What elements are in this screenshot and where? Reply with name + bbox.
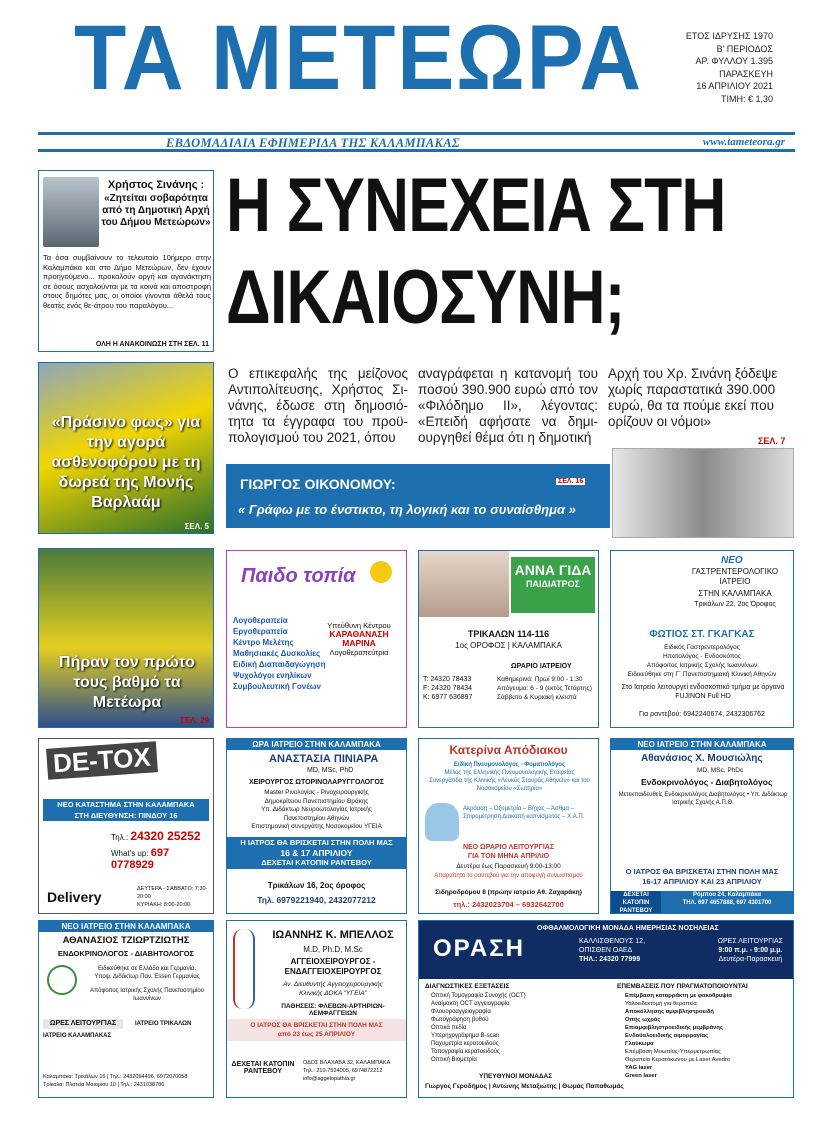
- bellos-conditions: ΠΑΘΗΣΕΙΣ: ΦΛΕΒΩΝ-ΑΡΤΗΡΙΩΝ-ΛΕΜΦΑΓΓΕΙΩΝ: [281, 1003, 385, 1017]
- tz-header: ΝΕΟ ΙΑΤΡΕΙΟ ΣΤΗΝ ΚΑΛΑΜΠΑΚΑ: [39, 921, 213, 932]
- gastro-city: ΣΤΗΝ ΚΑΛΑΜΠΑΚΑ: [698, 589, 772, 598]
- gastro-spec1: Ειδικός Γαστρεντερολόγος: [664, 644, 740, 651]
- bellos-appt: ΔΕΧΕΤΑΙ ΚΑΤΟΠΙΝ ΡΑΝΤΕΒΟΥ: [231, 1061, 295, 1075]
- endo-phone: ΤΗΛ. 697 4657888, 697 4301700: [682, 900, 772, 906]
- tz-cv1: Ειδικεύθηκε σε Ελλάδα και Γερμανία.: [97, 966, 197, 972]
- issue-info: [686, 30, 773, 105]
- doctor-title: ΠΑΙΔΙΑΤΡΟΣ: [525, 579, 581, 589]
- bellos-ribbon2: από 23 έως 25 ΑΠΡΙΛΙΟΥ: [277, 1031, 356, 1038]
- pediatric-phones: [423, 675, 472, 702]
- op-item: Οπής ωχράς: [625, 1017, 661, 1023]
- bellos-degree: M.D, Ph.D, M.Sc: [303, 945, 363, 954]
- orasi-resp-title: ΥΠΕΥΘΥΝΟΙ ΜΟΝΑΔΑΣ: [479, 1073, 553, 1080]
- exam-item: Παχυμετρία κερατοειδούς: [431, 1041, 499, 1047]
- service-item: Ειδική Διαπαιδαγώγηση: [233, 660, 326, 669]
- gastro-phone: Για ραντεβού: 6942240674, 2432306762: [639, 711, 765, 718]
- tagline: ΕΒΔΟΜΑΔΙΑΙΑ ΕΦΗΜΕΡΙΔΑ ΤΗΣ ΚΑΛΑΜΠΑΚΑΣ: [166, 136, 460, 150]
- tz-cv2: Υποψ. Διδάκτωρ Παν. Essen Γερμανίας: [94, 974, 200, 980]
- hours-line: Σάββατο & Κυριακή κλειστά: [497, 694, 577, 701]
- ad-bellos[interactable]: [226, 920, 407, 1098]
- story-title: Χρήστος Σινάνης :: [107, 179, 205, 191]
- ent-degree: MD, MSc, PhD: [307, 767, 354, 774]
- exam-item: Οπτικά πεδία: [431, 1025, 467, 1031]
- detox-hours: [137, 885, 213, 909]
- phone-line: F: 24320 78434: [423, 685, 473, 692]
- tz-address1: Καλαμπάκα: Τρικάλων 16 | Τηλ.: 2432094496, 6972070058: [43, 1074, 188, 1080]
- portrait-photo: [43, 177, 99, 247]
- tz-tri-label: ΙΑΤΡΕΙΟ ΤΡΙΚΑΛΩΝ: [135, 1021, 192, 1027]
- bellos-spec: [261, 957, 405, 977]
- orasi-address1: ΚΑΛΛΙΣΘΕΝΟΥΣ 12,: [579, 938, 646, 945]
- tz-name: ΑΘΑΝΑΣΙΟΣ ΤΖΙΩΡΤΖΙΩΤΗΣ: [62, 935, 190, 946]
- head-label: Υπεύθυνη Κέντρου: [327, 621, 391, 630]
- football-page: ΣΕΛ. 29: [180, 716, 209, 725]
- service-item: Λογοθεραπεία: [233, 616, 288, 625]
- interview-quote: « Γράφω με το ένστικτο, τη λογική και το συναίσθημα »: [238, 502, 576, 517]
- tagline-bar: [38, 132, 795, 152]
- orasi-ops: [625, 992, 732, 1080]
- endo-name: Αθανάσιος Χ. Μουσιώλης: [641, 753, 763, 764]
- exam-item: Αναίμακτη OCT αγγειογραφία: [431, 1001, 510, 1007]
- issue-date: 16 ΑΠΡΙΛΙΟΥ 2021: [696, 81, 773, 91]
- pulmo-phone: τηλ.: 2432023704 – 6932642700: [453, 900, 564, 909]
- endo-contact: [611, 891, 793, 914]
- gastro-address: Τρικάλων 22, 2ος Όροφος: [694, 601, 776, 608]
- paidotopia-services: [233, 615, 326, 692]
- tz-cv3: Απόφοιτος Ιατρικής Σχολής Πανεπιστημίου Ιωαννίνων: [90, 988, 204, 1002]
- bellos-contact: [303, 1059, 390, 1083]
- ad-endocrinologist[interactable]: [610, 738, 794, 914]
- issue-founded: ΕΤΟΣ ΙΔΡΥΣΗΣ 1970: [685, 31, 773, 41]
- tel-value: 24320 25252: [130, 829, 201, 843]
- bellos-cv1: Αν. Διευθυντής Αγγειοχειρουργικής: [283, 981, 383, 988]
- pediatric-hours-title: ΩΡΑΡΙΟ ΙΑΤΡΕΙΟΥ: [511, 663, 572, 670]
- ad-orasi[interactable]: [418, 920, 794, 1098]
- bellos-spec2: ΕΝΔΑΓΓΕΙΟΧΕΙΡΟΥΡΓΟΣ: [284, 967, 382, 976]
- endo-contact-info: [661, 891, 793, 914]
- ent-header: ΩΡΑ ΙΑΤΡΕΙΟ ΣΤΗΝ ΚΑΛΑΜΠΑΚΑ: [227, 739, 406, 750]
- main-headline-line2: ΔΙΚΑΙΟΣΥΝΗ;: [226, 255, 625, 340]
- pulmo-spec: Ειδική Πνευμονολόγος - Φυματιολόγος: [453, 762, 566, 768]
- ambulance-headline: «Πράσινο φως» για την αγορά ασθενοφόρου με τη δωρεά της Μονής Βαρλαάμ: [51, 414, 201, 511]
- pulmo-hours: Δευτέρα έως Παρασκευή 9:00-13:00: [456, 863, 561, 870]
- detox-tel: [111, 829, 201, 843]
- interview-name: ΓΙΩΡΓΟΣ ΟΙΚΟΝΟΜΟΥ:: [240, 476, 396, 492]
- ent-cv-line: Πανεπιστημίου Αθηνών: [283, 814, 350, 822]
- pediatric-hours: [497, 675, 592, 702]
- orasi-exams: [431, 992, 526, 1064]
- exam-item: Τοπογραφία κερατοειδούς: [431, 1049, 500, 1055]
- orasi-hours: [718, 937, 783, 964]
- service-item: Μαθησιακές Δυσκολίες: [233, 649, 321, 658]
- paidotopia-logo: Παιδο τοπία: [241, 565, 356, 587]
- pulmo-ribbon: [419, 843, 598, 861]
- ad-pediatrician[interactable]: [418, 550, 599, 728]
- gastro-name: ΦΩΤΙΟΣ ΣΤ. ΓΚΑΓΚΑΣ: [649, 629, 755, 640]
- pulmo-line3: Συνεργάτιδα της Κλινικής «Λευκός Σταυρός Αθηνών» και του Νοσοκομείου «Σωτηρία»: [429, 778, 590, 792]
- interview-photo: [612, 448, 794, 538]
- hours-line: Καθημερινά: Πρωί 9:00 - 1:30: [497, 676, 583, 683]
- orasi-header: [419, 921, 793, 979]
- story-link[interactable]: ΟΛΗ Η ΑΝΑΚΟΙΝΩΣΗ ΣΤΗ ΣΕΛ. 11: [95, 341, 209, 348]
- sidebar-story-ambulance[interactable]: [38, 362, 214, 534]
- orasi-logo: ΟΡΑΣΗ: [433, 935, 525, 962]
- orasi-days: Δευτέρα-Παρασκευή: [718, 956, 783, 963]
- ent-cv-line: Υπ. Διδάκτωρ Νευροωτολογίας Ιατρικής: [261, 806, 372, 813]
- whats-value: 697 0778929: [111, 847, 170, 871]
- exam-item: Φλουοροαγγειογραφία: [431, 1009, 491, 1015]
- vascular-icon: [233, 929, 255, 1009]
- story-quote: «Ζητείται σοβαρότητα από τη Δημοτική Αρχή του Δήμου Μετεώρων»: [101, 193, 211, 228]
- pulmo-ribbon1: ΝΕΟ ΩΡΑΡΙΟ ΛΕΙΤΟΥΡΓΙΑΣ: [462, 844, 555, 851]
- ad-ent[interactable]: [226, 738, 407, 914]
- exam-item: Οπτική Βιομετρία: [431, 1057, 477, 1063]
- tz-kal-label: ΙΑΤΡΕΙΟ ΚΑΛΑΜΠΑΚΑΣ: [43, 1033, 112, 1039]
- op-item: Green laser: [625, 1073, 657, 1079]
- football-headline: Πήραν τον πρώτο τους βαθμό τα Μετέωρα: [59, 654, 195, 711]
- ent-cv: [227, 789, 406, 832]
- ent-phone: Τηλ. 6979221940, 2432077212: [257, 895, 376, 905]
- gastro-spec2: Ηπατολόγος - Ενδοσκόπος: [662, 653, 742, 660]
- thyroid-icon: [47, 965, 77, 995]
- orasi-hours-title: ΩΡΕΣ ΛΕΙΤΟΥΡΓΙΑΣ: [717, 938, 783, 945]
- bellos-name: ΙΩΑΝΝΗΣ Κ. ΜΠΕΛΛΟΣ: [272, 929, 394, 941]
- detox-ribbon1: ΝΕΟ ΚΑΤΑΣΤΗΜΑ ΣΤΗΝ ΚΑΛΑΜΠΑΚΑ: [57, 800, 195, 809]
- head-role: Λογοθεραπεύτρια: [329, 648, 389, 657]
- ent-cv-line: Master Ρινολογίας - Ρινοχειρουργικής: [264, 789, 369, 796]
- paidotopia-head: [313, 621, 405, 657]
- endo-appt: ΔΕΧΕΤΑΙ ΚΑΤΟΠΙΝ ΡΑΝΤΕΒΟΥ: [611, 891, 661, 914]
- tz-hours-label: ΩΡΕΣ ΛΕΙΤΟΥΡΓΙΑΣ: [43, 1019, 123, 1029]
- exam-item: Οπτική Τομογραφία Συνοχής (OCT): [431, 993, 526, 999]
- main-col1: Ο επικεφαλής της μείζονος Αντιπολίτευσης, Χρήστος Σι-νάνης, έδωσε στη δημοσιό-τητα τα έγγραφα του προϋ-πολογισμού του 2021, όπου: [228, 366, 408, 445]
- pediatric-address: ΤΡΙΚΑΛΩΝ 114-116: [467, 629, 550, 639]
- exam-item: Υπερηχογράφημα B-scan: [431, 1033, 500, 1039]
- baby-photo: [419, 551, 509, 617]
- orasi-address: [579, 937, 645, 964]
- issue-day: ΠΑΡΑΣΚΕΥΗ: [719, 68, 773, 79]
- endo-degree: MD, MSc, PhDc: [697, 767, 744, 774]
- ent-address: Τρικάλων 16, 2ος όροφος: [267, 881, 366, 890]
- pediatric-name-box: [511, 557, 595, 613]
- op-item: Αποκόλλησης αμφιβληστροειδή: [625, 1009, 714, 1015]
- op-item: Υαλοειδεκτομή για θεραπεία: [625, 1001, 697, 1007]
- issue-sheet: ΑΡ. ΦΥΛΛΟΥ 1.395: [695, 56, 773, 66]
- service-item: Εργοθεραπεία: [233, 627, 288, 636]
- op-item: Επέμβαση Μυωπίας-Υπερμετρωπίας: [625, 1049, 721, 1055]
- main-headline-line1: Η ΣΥΝΕΧΕΙΑ ΣΤΗ: [226, 163, 726, 248]
- main-col3: Αρχή του Χρ. Σινάνη ξόδεψε χωρίς παραστατικά 390.000 ευρώ, θα τα πούμε εκεί που ορίζουν οι νόμοι»: [608, 366, 778, 429]
- main-page: ΣΕΛ. 7: [758, 436, 786, 446]
- endo-ribbon1: Ο ΙΑΤΡΟΣ ΘΑ ΒΡΙΣΚΕΤΑΙ ΣΤΗΝ ΠΟΛΗ ΜΑΣ: [625, 867, 779, 876]
- pulmo-symptoms: Ακρόαση – Οξυμετρία – Βήχας – Άσθμα – Σπιρομέτρηση Διακοπή καπνίσματος – Χ.Α.Π.: [463, 806, 585, 820]
- gastro-note: Στο Ιατρείο λειτουργεί ενδοσκοπικό τμήμα με όργανα FUJINON Full HD: [621, 684, 785, 700]
- op-item: Ενδοϋαλοειδικής αιμορραγίας: [625, 1033, 709, 1039]
- orasi-address2: ΟΠΙΣΘΕΝ ΟΑΕΔ: [579, 947, 633, 954]
- gastro-specs: [611, 643, 793, 679]
- bellos-email: info@aggeiopathia.gr: [303, 1076, 356, 1082]
- pulmo-address: Σιδηροδρόμου 8 (πρώην ιατρείο Αθ. Ζαχαράκη): [435, 889, 582, 896]
- lungs-icon: [425, 803, 459, 841]
- endo-header: ΝΕΟ ΙΑΤΡΕΙΟ ΣΤΗΝ ΚΑΛΑΜΠΑΚΑ: [611, 739, 793, 750]
- ad-tziortziotis[interactable]: [38, 920, 214, 1098]
- whats-label: What's up:: [111, 849, 149, 858]
- bellos-spec1: ΑΓΓΕΙΟΧΕΙΡΟΥΡΓΟΣ -: [290, 957, 376, 966]
- sidebar-story-sinanis[interactable]: [38, 170, 214, 352]
- hours-line: Απόγευμα: 6 - 9 (εκτός Τετάρτης): [497, 685, 592, 692]
- issue-price: ΤΙΜΗ: € 1,30: [720, 93, 773, 104]
- endo-ribbon: [611, 867, 793, 887]
- op-item: Επιαμφιβληστροειδικής μεμβράνης: [625, 1025, 723, 1031]
- sidebar-story-football[interactable]: [38, 548, 214, 728]
- bellos-address: ΟΔΟΣ ΒΛΑΧΑΒΑ 32, ΚΑΛΑΜΠΑΚΑ: [303, 1060, 391, 1066]
- ambulance-page: ΣΕΛ. 5: [184, 522, 209, 531]
- service-item: Συμβουλευτική Γονέων: [233, 682, 322, 691]
- pulmo-line2: Μέλος της Ελληνικής Πνευμονολογικής Εταιρείας: [444, 770, 575, 776]
- interview-banner[interactable]: [226, 464, 610, 528]
- exam-item: Φωτογράφηση βυθού: [431, 1017, 489, 1023]
- gastro-cv1: Απόφοιτος Ιατρικής Σχολής Ιωαννίνων: [646, 662, 758, 669]
- interview-page: ΣΕΛ. 16: [558, 478, 584, 485]
- orasi-unit: ΟΦΘΑΛΜΟΛΟΓΙΚΗ ΜΟΝΑΔΑ ΗΜΕΡΗΣΙΑΣ ΝΟΣΗΛΕΙΑΣ: [537, 925, 719, 932]
- service-item: Ψυχολόγοι ενηλίκων: [233, 671, 312, 680]
- ad-paidotopia[interactable]: [226, 550, 407, 728]
- ent-cv-line: Δημοκρίτειου Πανεπιστημίου Θράκης: [264, 797, 369, 805]
- ad-gastro[interactable]: [610, 550, 794, 728]
- sun-icon: [370, 561, 392, 583]
- story-body: Τα όσα συμβαίνουν το τελευταίο 10ήμερο στην Καλαμπάκα και στο Δήμο Μετεώρων, δεν έχουν προηγούμενο... προκαλούν οργή και αγανάκτηση σε όσους ασχολούνται με τα κοινά και αποστροφή στους δημότες μας, οι οποίοι γίνονται άθελά τους θεατές ενός θε-άτρου του παραλόγου...: [43, 253, 211, 310]
- pediatric-floor: 1ος ΟΡΟΦΟΣ | ΚΑΛΑΜΠΑΚΑ: [455, 641, 562, 650]
- ent-ribbon3: ΔΕΧΕΤΑΙ ΚΑΤΟΠΙΝ ΡΑΝΤΕΒΟΥ: [261, 858, 372, 867]
- gastro-cv2: Ειδικεύθηκε στη Γ΄ Πανεπιστημιακή Κλινική Αθηνών: [627, 671, 777, 678]
- tz-cv: [83, 965, 211, 1003]
- ent-ribbon2: 16 & 17 ΑΠΡΙΛΙΟΥ: [280, 848, 353, 858]
- gastro-type: ΓΑΣΤΡΕΝΤΕΡΟΛΟΓΙΚΟ ΙΑΤΡΕΙΟ: [691, 567, 779, 586]
- endo-address: Ρόμπου 24, Καλαμπάκα: [692, 892, 762, 898]
- website-link[interactable]: www.tameteora.gr: [702, 136, 785, 148]
- op-item: Θεραπεία Κερατόκωνου με Laser Avedro: [625, 1057, 731, 1063]
- bellos-cv: [261, 981, 405, 998]
- op-item: YAG laser: [625, 1065, 653, 1071]
- pulmo-cv: [423, 761, 596, 793]
- detox-delivery: Delivery: [47, 889, 102, 905]
- ent-ribbon1: Η ΙΑΤΡΟΣ ΘΑ ΒΡΙΣΚΕΤΑΙ ΣΤΗΝ ΠΟΛΗ ΜΑΣ: [240, 838, 393, 847]
- orasi-exams-title: ΔΙΑΓΝΩΣΤΙΚΕΣ ΕΞΕΤΑΣΕΙΣ: [425, 983, 510, 990]
- bellos-ribbon: [227, 1019, 406, 1041]
- tz-addresses: [43, 1073, 211, 1089]
- tel-label: Τηλ.:: [111, 833, 129, 842]
- orasi-hours-value: 9:00 π.μ. - 9:00 μ.μ.: [718, 947, 783, 954]
- phone-line: Κ: 6977 636897: [423, 694, 473, 701]
- pulmo-note: Απαραίτητο το ραντεβού για την αποφυγή συνωστισμού: [434, 873, 583, 879]
- orasi-resp: Γιώργος Γεροδήμος | Αντώνης Μεταξιώτης | Θωμάς Παπαθωμάς: [425, 1083, 624, 1090]
- bellos-ribbon1: Ο ΙΑΤΡΟΣ ΘΑ ΒΡΙΣΚΕΤΑΙ ΣΤΗΝ ΠΟΛΗ ΜΑΣ: [250, 1022, 383, 1029]
- endo-spec: Ενδοκρινολόγος - Διαβητολόγος: [641, 777, 773, 787]
- ad-detox[interactable]: [38, 738, 214, 914]
- main-col2: αναγράφεται η κατανομή του ποσού 390.900 ευρώ από τον «Φιλόδημο ΙΙ», λέγοντας: «Επειδή αφήσατε να δημι-ουργηθεί θέμα ότι η δημοτική: [418, 366, 598, 445]
- detox-logo: DE-TOX: [46, 741, 158, 780]
- bellos-phone: Τηλ.: 210-7524005, 6974872212: [303, 1068, 383, 1074]
- ent-cv-line: Επιστημονική συνεργάτης Νοσοκομείου ΥΓΕΙΑ: [251, 823, 382, 830]
- orasi-phone: ΤΗΛ.: 24320 77999: [579, 956, 641, 963]
- tz-address2: Τρίκαλα: Πλατεία Μαιορίου 10 | Τηλ.: 2431038786: [43, 1082, 165, 1088]
- main-headline: [226, 160, 726, 344]
- detox-ribbon2: ΣΤΗ ΔΙΕΥΘΥΝΣΗ: ΠΙΝΔΟΥ 16: [74, 811, 178, 820]
- phone-line: Τ: 24320 78433: [423, 676, 472, 683]
- doctor-name: ΑΝΝΑ ΓΙΔΑ: [514, 562, 592, 578]
- ent-name: ΑΝΑΣΤΑΣΙΑ ΠΙΝΙΑΡΑ: [269, 753, 379, 765]
- detox-ribbon: [43, 799, 209, 821]
- bellos-cv2: Κλινικής ΔΟΚΑ "ΥΓΕΙΑ": [299, 989, 367, 997]
- endo-ribbon2: 16-17 ΑΠΡΙΛΙΟΥ ΚΑΙ 23 ΑΠΡΙΛΙΟΥ: [642, 877, 762, 886]
- endo-cv: Μετεκπαιδευθείς Ενδοκρινολόγος Διαβητολόγος • Υπ. Διδάκτωρ Ιατρικής Σχολής Α.Π.Θ.: [618, 792, 788, 806]
- ent-spec: ΧΕΙΡΟΥΡΓΟΣ ΩΤΟΡΙΝΟΛΑΡΥΓΓΟΛΟΓΟΣ: [249, 779, 384, 786]
- detox-whats: [111, 847, 213, 871]
- masthead-title: ΤΑ ΜΕΤΕΩΡΑ: [74, 7, 643, 109]
- ent-ribbon: [227, 837, 406, 869]
- pulmo-ribbon2: ΓΙΑ ΤΟΝ ΜΗΝΑ ΑΠΡΙΛΙΟ: [467, 853, 550, 860]
- gastro-new: ΝΕΟ: [721, 555, 743, 566]
- detox-hours2: ΚΥΡΙΑΚΗ: 8:00-20:00: [137, 902, 191, 908]
- service-item: Κέντρο Μελέτης: [233, 638, 294, 647]
- head-name: ΚΑΡΑΘΑΝΑΣΗ ΜΑΡΙΝΑ: [329, 629, 389, 648]
- ad-pulmonologist[interactable]: [418, 738, 599, 914]
- op-item: Γλαύκωμα: [625, 1041, 654, 1047]
- op-item: Επέμβαση καταρράκτη με φακοθρυψία: [625, 993, 732, 999]
- pulmo-name: Κατερίνα Απόδιακου: [449, 743, 568, 757]
- issue-period: Β' ΠΕΡΙΟΔΟΣ: [716, 43, 773, 54]
- tz-spec: ΕΝΔΟΚΡΙΝΟΛΟΓΟΣ - ΔΙΑΒΗΤΟΛΟΓΟΣ: [57, 949, 195, 958]
- orasi-ops-title: ΕΠΕΜΒΑΣΕΙΣ ΠΟΥ ΠΡΑΓΜΑΤΟΠΟΙΟΥΝΤΑΙ: [617, 983, 748, 990]
- detox-hours1: ΔΕΥΤΕΡΑ - ΣΑΒΒΑΤΟ: 7:30-20:00: [137, 886, 208, 900]
